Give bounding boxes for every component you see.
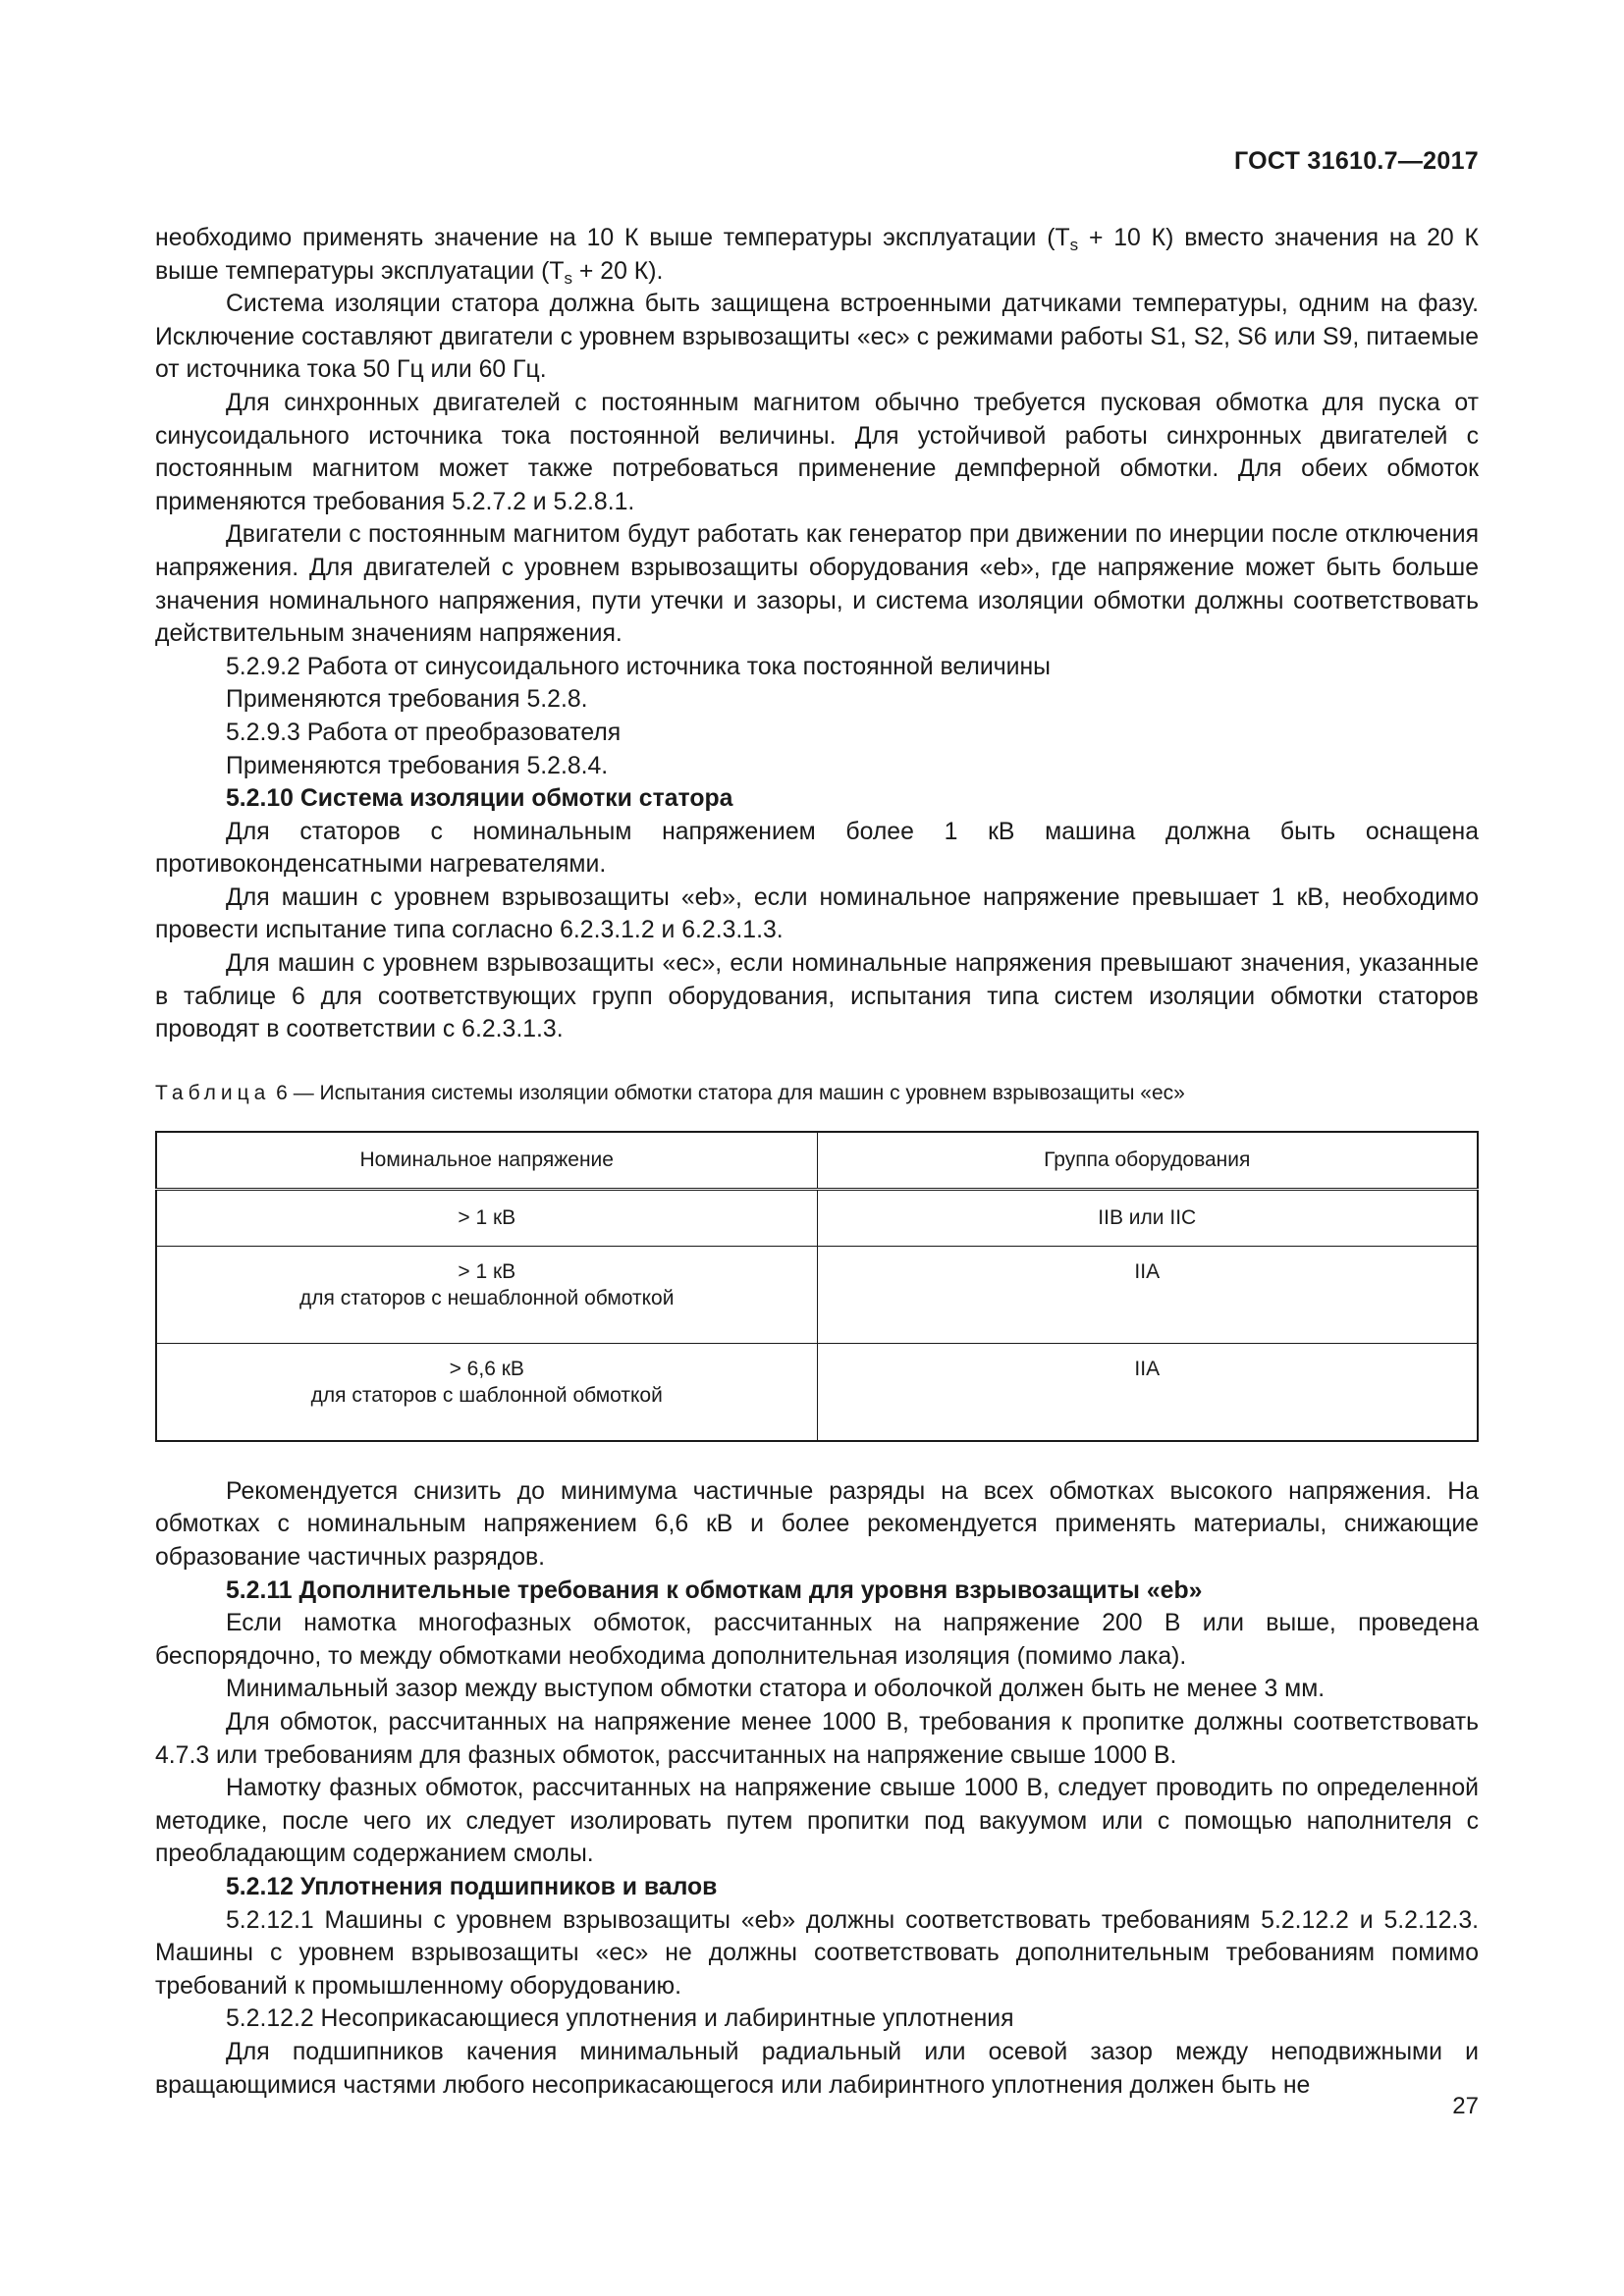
table-row [156, 1189, 1478, 1246]
paragraph: Рекомендуется снизить до минимума частичные разряды на всех обмотках высокого напряжения. На обмотках с номинальным напряжением 6,6 кВ и более рекомендуется применять материалы, снижающие образование частичных разрядов. [155, 1477, 1479, 1572]
paragraph: Для машин с уровнем взрывозащиты «ес», если номинальные напряжения превышают значения, указанные в таблице 6 для соответствующих групп оборудования, испытания типа систем изоляции обмотки статоров проводят в соответствии с 6.2.3.1.3. [155, 950, 1479, 1043]
paragraph-continuation [155, 222, 1479, 288]
column-header-voltage: Номинальное напряжение [156, 1132, 817, 1190]
paragraph: Применяются требования 5.2.8. [226, 686, 588, 714]
page-number: 27 [1452, 2093, 1479, 2119]
text-fragment: + 20 К). [572, 257, 664, 285]
subscript: s [564, 268, 573, 288]
section-heading: 5.2.12 Уплотнения подшипников и валов [226, 1873, 718, 1900]
paragraph: Для подшипников качения минимальный радиальный или осевой зазор между неподвижными и вращающимися частями любого несоприкасающегося или лабиринтного уплотнения должен быть не [155, 2038, 1479, 2099]
section-heading: 5.2.11 Дополнительные требования к обмоткам для уровня взрывозащиты «eb» [226, 1576, 1203, 1604]
table-row [156, 1343, 1478, 1441]
paragraph: Применяются требования 5.2.8.4. [226, 752, 609, 779]
document-header: ГОСТ 31610.7—2017 [1233, 147, 1479, 175]
cell-group: IIB или IIC [817, 1189, 1478, 1246]
clause-title: 5.2.9.3 Работа от преобразователя [226, 719, 622, 746]
subscript: s [1069, 236, 1079, 254]
text-fragment: необходимо применять значение на 10 К выше температуры эксплуатации (T [155, 225, 1070, 251]
paragraph: Намотку фазных обмоток, рассчитанных на напряжение свыше 1000 В, следует проводить по определенной методике, после чего их следует изолировать путем пропитки под вакуумом или с помощью наполнителя с преобладающим содержанием смолы. [155, 1775, 1479, 1868]
cell-voltage: > 1 кВ [156, 1189, 817, 1246]
paragraph: Минимальный зазор между выступом обмотки статора и оболочкой должен быть не менее 3 мм. [226, 1676, 1326, 1703]
table-caption [155, 1080, 1479, 1107]
caption-label: Таблица [155, 1081, 271, 1104]
paragraph: Для синхронных двигателей с постоянным магнитом обычно требуется пусковая обмотка для пуска от синусоидального источника тока постоянной величины. Для устойчивой работы синхронных двигателей с постоянным магнитом может также потребоваться применение демпферной обмотки. Для обеих обмоток применяются требования 5.2.7.2 и 5.2.8.1. [155, 389, 1479, 515]
voltage-note: для статоров с нешаблонной обмоткой [299, 1286, 675, 1309]
voltage-note: для статоров с шаблонной обмоткой [310, 1383, 663, 1407]
paragraph: Двигатели с постоянным магнитом будут работать как генератор при движении по инерции после отключения напряжения. Для двигателей с уровнем взрывозащиты оборудования «eb», где напряжение может быть больше значения номинального напряжения, пути утечки и зазоры, и система изоляции обмотки должны соответствовать действительным значениям напряжения. [155, 521, 1479, 648]
paragraph: Для машин с уровнем взрывозащиты «eb», если номинальное напряжение превышает 1 кВ, необходимо провести испытание типа согласно 6.2.3.1.2 и 6.2.3.1.3. [155, 883, 1479, 944]
caption-text: 6 — Испытания системы изоляции обмотки статора для машин с уровнем взрывозащиты «ес» [270, 1081, 1185, 1104]
paragraph: Для обмоток, рассчитанных на напряжение менее 1000 В, требования к пропитке должны соответствовать 4.7.3 или требованиям для фазных обмоток, рассчитанных на напряжение свыше 1000 В. [155, 1709, 1479, 1769]
table-row [156, 1246, 1478, 1343]
paragraph: Если намотка многофазных обмоток, рассчитанных на напряжение 200 В или выше, проведена беспорядочно, то между обмотками необходима дополнительная изоляция (помимо лака). [155, 1610, 1479, 1670]
cell-voltage [156, 1246, 817, 1343]
paragraph: Для статоров с номинальным напряжением более 1 кВ машина должна быть оснащена противоконденсатными нагревателями. [155, 818, 1479, 879]
voltage-value: > 6,6 кВ [449, 1357, 524, 1380]
clause-title: 5.2.9.2 Работа от синусоидального источника тока постоянной величины [226, 653, 1051, 680]
section-heading: 5.2.10 Система изоляции обмотки статора [226, 785, 733, 813]
cell-group: IIA [817, 1343, 1478, 1441]
voltage-value: > 1 кВ [458, 1259, 516, 1283]
table-header-row [156, 1132, 1478, 1190]
cell-group: IIA [817, 1246, 1478, 1343]
text-fragment: + 10 К) вместо значения на 20 К выше температуры эксплуатации (T [155, 225, 1479, 285]
paragraph: 5.2.12.1 Машины с уровнем взрывозащиты «eb» должны соответствовать требованиям 5.2.12.2 и 5.2.12.3. Машины с уровнем взрывозащиты «ес» не должны соответствовать дополнительным требованиям помимо требований к промышленному оборудованию. [155, 1906, 1479, 2000]
document-body [155, 222, 1479, 2102]
voltage-table [155, 1131, 1479, 1442]
column-header-group: Группа оборудования [817, 1132, 1478, 1190]
cell-voltage [156, 1343, 817, 1441]
clause-title: 5.2.12.2 Несоприкасающиеся уплотнения и лабиринтные уплотнения [226, 2005, 1014, 2033]
paragraph: Система изоляции статора должна быть защищена встроенными датчиками температуры, одним на фазу. Исключение составляют двигатели с уровнем взрывозащиты «ес» с режимами работы S1, S2, S6 или S9, питаемые от источника тока 50 Гц или 60 Гц. [155, 291, 1479, 384]
